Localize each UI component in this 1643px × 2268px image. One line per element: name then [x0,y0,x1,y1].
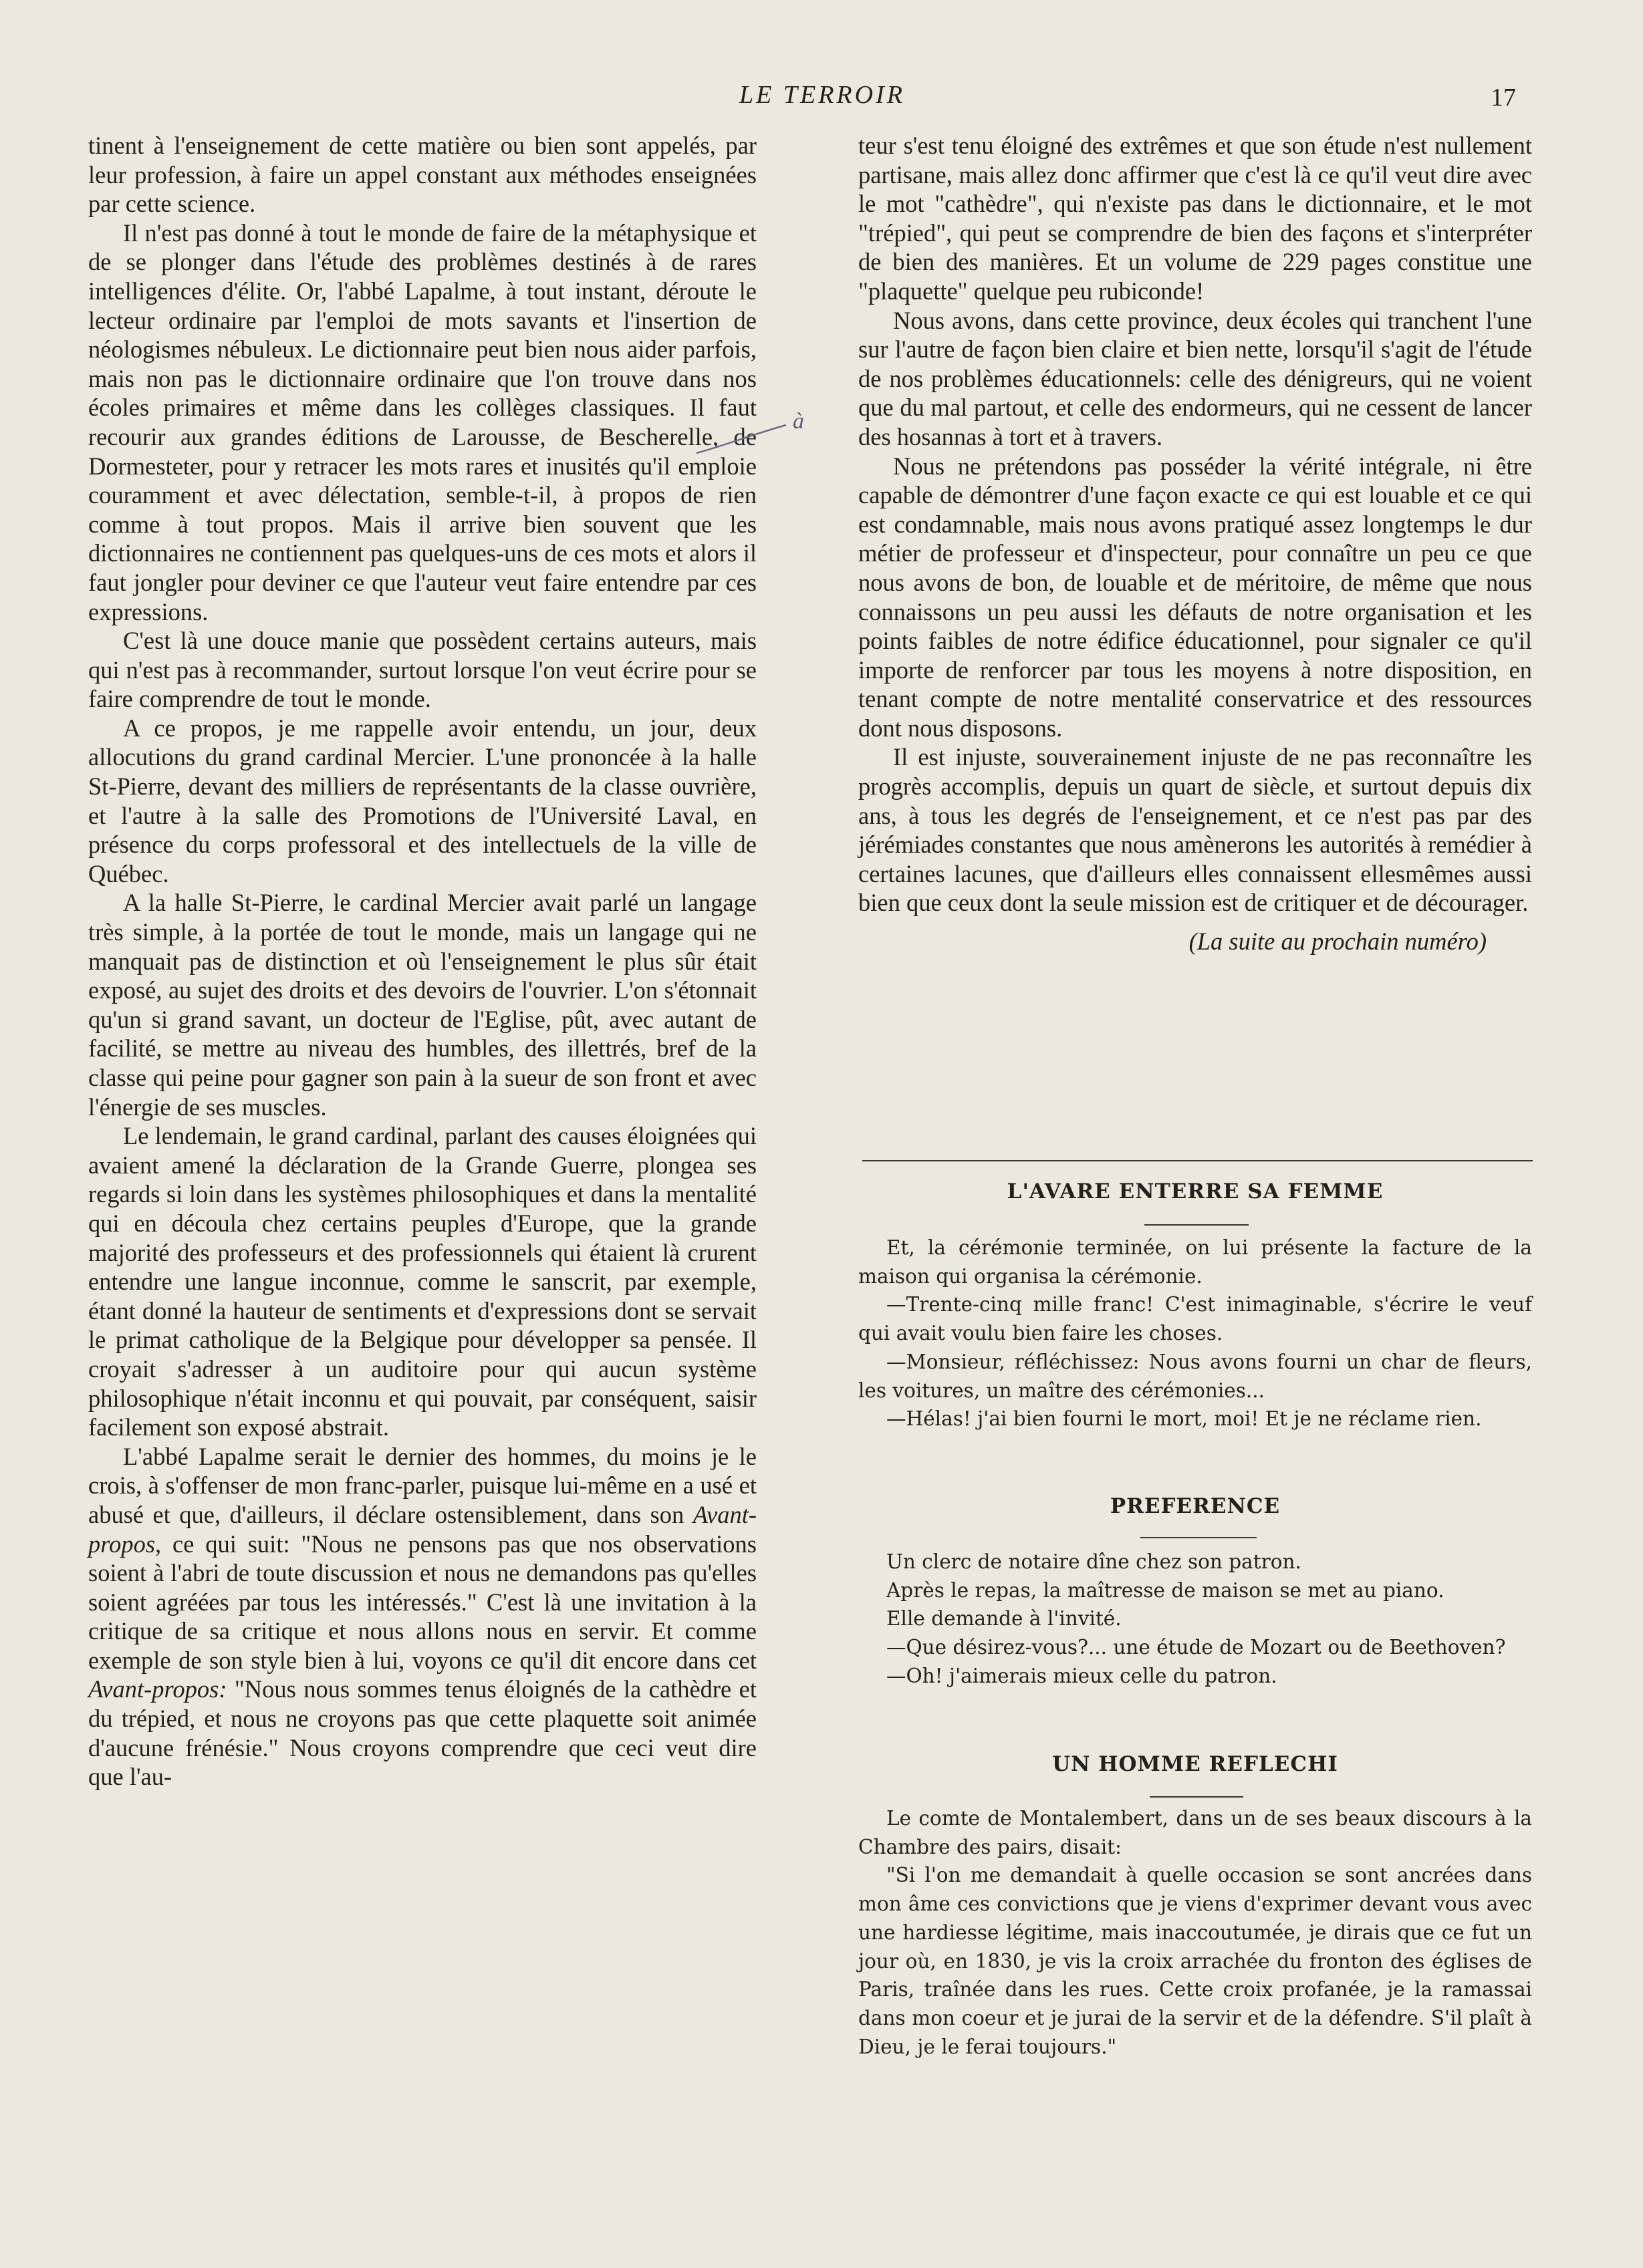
left-column [88,131,757,1792]
paragraph: —Hélas! j'ai bien fourni le mort, moi! Et je ne réclame rien. [886,1407,1482,1431]
title-underline [1150,1796,1243,1798]
paragraph: "Si l'on me demandait à quelle occasion se sont ancrées dans mon âme ces convictions que je viens d'exprimer devant vous avec une hardiesse légitime, mais inaccoutumée, je dirais que ce fut un jour où, en 1830, je vis la croix arrachée du fronton des églises de Paris, traînée dans les rues. Cette croix profanée, je la ramassai dans mon coeur et je jurai de la servir et de la défendre. S'il plaît à Dieu, je le ferai toujours." [858,1864,1532,2058]
italic-title: Avant-propos, [88,1500,757,1558]
paragraph: Le comte de Montalembert, dans un de ses beaux discours à la Chambre des pairs, disait: [858,1807,1532,1858]
anecdote-body [858,1804,1532,2061]
paragraph: —Que désirez-vous?... une étude de Mozart ou de Beethoven? [886,1636,1506,1659]
paragraph: Le lendemain, le grand cardinal, parlant des causes éloignées qui avaient amené la déclaration de la Grande Guerre, plongea ses regards si loin dans les systèmes philosophiques et dans la mentalité qui en découla chez certains peuples d'Europe, que la grande majorité des professeurs et des professionnels qui étaient là crurent entendre une langue inconnue, comme le sanscrit, par exemple, étant donné la hauteur de sentiments et d'expressions dont se servait le primat catholique de la Belgique pour développer sa pensée. Il croyait s'adresser à un auditoire pour qui aucun système philosophique n'était inconnu et qui pouvait, par conséquent, saisir facilement son exposé abstrait. [88,1122,757,1441]
paragraph: Nous ne prétendons pas posséder la vérité intégrale, ni être capable de démontrer d'une façon exacte ce qui est louable et ce qui est condamnable, mais nous avons pratiqué assez longtemps le dur métier de professeur et d'inspecteur, pour connaître un peu ce que nous avons de bon, de louable et de méritoire, de même que nous connaissons un peu aussi les défauts de notre organisation et les points faibles de notre édifice éducationnel, pour signaler ce qu'il importe de renforcer par tous les moyens à notre disposition, en tenant compte de notre mentalité conservatrice et des ressources dont nous disposons. [858,452,1532,742]
paragraph: Il n'est pas donné à tout le monde de faire de la métaphysique et de se plonger dans l'étude des problèmes destinés à de rares intelligences d'élite. Or, l'abbé Lapalme, à tout instant, déroute le lecteur ordinaire par l'emploi de mots savants et l'insertion de néologismes nébuleux. Le dictionnaire peut bien nous aider parfois, mais non pas le dictionnaire ordinaire que l'on trouve dans nos écoles primaires et même dans les collèges classiques. Il faut recourir aux grandes éditions de Larousse, de Bescherelle, de Dormesteter, pour y retracer les mots rares et inusités qu'il emploie couramment et avec délectation, semble-t-il, à propos de rien comme à tout propos. Mais il arrive bien souvent que les dictionnaires ne contiennent pas quelques-uns de ces mots et alors il faut jongler pour deviner ce que l'auteur veut faire entendre par ces expressions. [88,219,757,625]
paragraph: —Monsieur, réfléchissez: Nous avons fourni un char de fleurs, les voitures, un maître des cérémonies... [858,1350,1532,1402]
paragraph: A la halle St-Pierre, le cardinal Mercier avait parlé un langage très simple, à la portée de tout le monde, mais un langage qui ne manquait pas de distinction et où l'enseignement le plus sûr était exposé, au sujet des droits et des devoirs de l'ouvrier. L'on s'étonnait qu'un si grand savant, un docteur de l'Eglise, pût, avec autant de facilité, se mettre au niveau des humbles, des illettrés, bref de la classe qui peine pour gagner son pain à la sueur de son front et avec l'énergie de ses muscles. [88,889,757,1121]
paragraph: Nous avons, dans cette province, deux écoles qui tranchent l'une sur l'autre de façon bien claire et bien nette, lorsqu'il s'agit de l'étude de nos problèmes éducationnels: celle des dénigreurs, qui ne voient que du mal partout, et celle des endormeurs, qui ne cessent de lancer des hosannas à tort et à travers. [858,306,1532,450]
anecdote-title: UN HOMME REFLECHI [1052,1752,1338,1776]
paragraph: Et, la cérémonie terminée, on lui présente la facture de la maison qui organisa la cérémonie. [858,1236,1532,1288]
paragraph: A ce propos, je me rappelle avoir entendu, un jour, deux allocutions du grand cardinal Mercier. L'une prononcée à la halle St-Pierre, devant des milliers de représentants de la classe ouvrière, et l'autre à la salle des Promotions de l'Université Laval, en présence du corps professoral et des intellectuels de la ville de Québec. [88,714,757,887]
margin-annotation: à [793,409,804,434]
paragraph: C'est là une douce manie que possèdent certains auteurs, mais qui n'est pas à recommander, surtout lorsque l'on veut écrire pour se faire comprendre de tout le monde. [88,627,757,713]
italic-title: Avant-propos: [88,1675,227,1703]
page-number: 17 [1491,84,1516,112]
paragraph: tinent à l'enseignement de cette matière ou bien sont appelés, par leur profession, à faire un appel constant aux méthodes enseignées par cette science. [88,132,757,218]
running-header-title: LE TERROIR [739,81,905,109]
paragraph: Après le repas, la maîtresse de maison se met au piano. [886,1578,1444,1602]
text-run: L'abbé Lapalme serait le dernier des hommes, du moins je le crois, à s'offenser de mon franc-parler, puisque lui-même en a usé et abusé et que, d'ailleurs, il déclare ostensiblement, dans son [88,1442,757,1528]
anecdote-body [858,1234,1532,1433]
title-underline [1140,1537,1257,1538]
handwritten-correction-mark [695,422,789,456]
title-underline [1144,1224,1249,1226]
anecdote-title: L'AVARE ENTERRE SA FEMME [1007,1179,1384,1203]
section-divider [862,1160,1533,1161]
paragraph: Il est injuste, souverainement injuste de ne pas reconnaître les progrès accomplis, depuis un quart de siècle, et surtout depuis dix ans, à tous les degrés de l'enseignement, et ce n'est pas par des jérémiades constantes que nous amènerons les autorités à remédier à certaines lacunes, que d'ailleurs elles connaissent ellesmêmes aussi bien que ceux dont la seule mission est de critiquer et de décourager. [858,743,1532,917]
text-run: ce qui suit: "Nous ne pensons pas que nos observations soient à l'abri de toute discussion et nous ne demandons pas qu'elles soient agréées par tous les intéressés." C'est là une invitation à la critique de sa critique et nous allons nous en servir. Et comme exemple de son style bien à lui, voyons ce qu'il dit encore dans cet [88,1530,757,1674]
anecdote-body [858,1548,1532,1691]
paragraph: Un clerc de notaire dîne chez son patron. [886,1550,1301,1573]
paragraph [88,1442,757,1792]
text-run: "Nous nous sommes tenus éloignés de la cathèdre et du trépied, et nous ne croyons pas que cette plaquette soit animée d'aucune frénésie." Nous croyons comprendre que ceci veut dire que l'au- [88,1675,757,1791]
paragraph: —Oh! j'aimerais mieux celle du patron. [886,1664,1277,1687]
paragraph: teur s'est tenu éloigné des extrêmes et que son étude n'est nullement partisane, mais allez donc affirmer que c'est là ce qu'il veut dire avec le mot "cathèdre", qui n'existe pas dans le dictionnaire, et le mot "trépied", qui peut se comprendre de bien des façons et s'interpréter de bien des manières. Et un volume de 229 pages constitue une "plaquette" quelque peu rubiconde! [858,132,1532,305]
continued-note: (La suite au prochain numéro) [1188,928,1487,956]
paragraph: Elle demande à l'invité. [886,1607,1122,1631]
anecdote-title: PREFERENCE [1110,1494,1281,1518]
paragraph: —Trente-cinq mille franc! C'est inimaginable, s'écrire le veuf qui avait voulu bien faire les choses. [858,1293,1532,1345]
right-column [858,131,1532,956]
